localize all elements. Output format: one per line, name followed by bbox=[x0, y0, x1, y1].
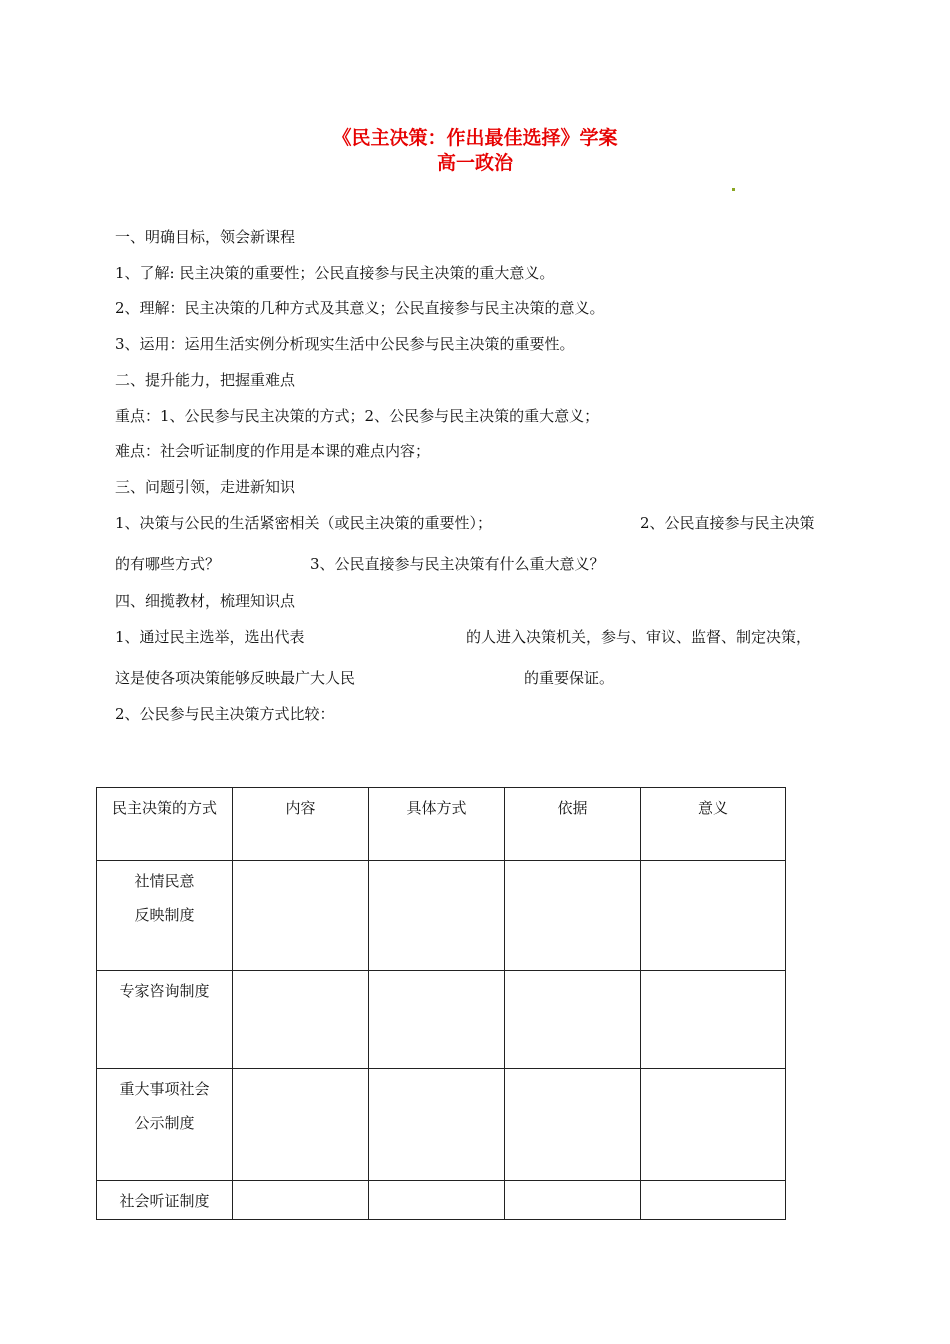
table-row bbox=[97, 861, 786, 971]
row-label-line: 公示制度 bbox=[134, 1114, 195, 1132]
table-cell[interactable] bbox=[233, 1069, 369, 1181]
row-label-line: 社会听证制度 bbox=[119, 1192, 210, 1210]
table-header-cell: 具体方式 bbox=[369, 788, 505, 861]
section-1-item-1: 1、了解: 民主决策的重要性；公民直接参与民主决策的重大意义。 bbox=[115, 264, 555, 282]
table-cell[interactable] bbox=[233, 861, 369, 971]
document-title: 《民主决策：作出最佳选择》学案 bbox=[332, 127, 618, 149]
table-row-label bbox=[97, 971, 233, 1069]
decorative-dot bbox=[732, 188, 735, 191]
section-2-heading: 二、提升能力，把握重难点 bbox=[115, 371, 296, 389]
table-cell[interactable] bbox=[505, 1181, 641, 1220]
section-4-item-1-continued: 的人进入决策机关，参与、审议、监督、制定决策， bbox=[466, 628, 812, 646]
table-row bbox=[97, 971, 786, 1069]
section-3-question-3: 3、公民直接参与民主决策有什么重大意义？ bbox=[310, 555, 605, 573]
table-cell[interactable] bbox=[233, 971, 369, 1069]
section-3-question-2-end: 的有哪些方式？ bbox=[115, 555, 221, 573]
table-cell[interactable] bbox=[641, 971, 786, 1069]
section-2-difficult-points: 难点：社会听证制度的作用是本课的难点内容； bbox=[115, 442, 431, 460]
section-4-item-1-start: 1、通过民主选举，选出代表 bbox=[115, 628, 305, 646]
section-1-item-3: 3、运用：运用生活实例分析现实生活中公民参与民主决策的重要性。 bbox=[115, 335, 575, 353]
section-4-item-1-line-2-end: 的重要保证。 bbox=[524, 669, 615, 687]
table-header-cell: 内容 bbox=[233, 788, 369, 861]
table-row-label bbox=[97, 1181, 233, 1220]
table-header-cell: 依据 bbox=[505, 788, 641, 861]
row-label-line: 社情民意 bbox=[134, 872, 195, 890]
table-row-label bbox=[97, 1069, 233, 1181]
section-2-key-points: 重点：1、公民参与民主决策的方式；2、公民参与民主决策的重大意义； bbox=[115, 407, 600, 425]
table-cell[interactable] bbox=[641, 861, 786, 971]
table-cell[interactable] bbox=[641, 1181, 786, 1220]
row-label-line: 专家咨询制度 bbox=[119, 982, 210, 1000]
row-label-line: 重大事项社会 bbox=[119, 1080, 210, 1098]
document-subtitle: 高一政治 bbox=[436, 152, 513, 174]
comparison-table bbox=[96, 787, 786, 1220]
table-cell[interactable] bbox=[369, 1181, 505, 1220]
section-4-item-1-line-2-start: 这是使各项决策能够反映最广大人民 bbox=[115, 669, 356, 687]
section-3-question-line-1 bbox=[115, 513, 492, 533]
row-label-line: 反映制度 bbox=[134, 906, 195, 924]
table-cell[interactable] bbox=[505, 1069, 641, 1181]
section-3-question-2-start: 2、公民直接参与民主决策 bbox=[640, 514, 815, 532]
table-cell[interactable] bbox=[505, 971, 641, 1069]
table-header-cell: 民主决策的方式 bbox=[97, 788, 233, 861]
table-header-cell: 意义 bbox=[641, 788, 786, 861]
section-1-heading: 一、明确目标，领会新课程 bbox=[115, 228, 296, 246]
section-1-item-2: 2、理解：民主决策的几种方式及其意义；公民直接参与民主决策的意义。 bbox=[115, 299, 605, 317]
table-cell[interactable] bbox=[505, 861, 641, 971]
table-header-row bbox=[97, 788, 786, 861]
table-cell[interactable] bbox=[369, 861, 505, 971]
table-cell[interactable] bbox=[233, 1181, 369, 1220]
section-3-question-1: 1、决策与公民的生活紧密相关（或民主决策的重要性）； bbox=[115, 514, 493, 532]
table-row-label bbox=[97, 861, 233, 971]
table-row bbox=[97, 1181, 786, 1220]
table-cell[interactable] bbox=[641, 1069, 786, 1181]
section-3-heading: 三、问题引领，走进新知识 bbox=[115, 478, 296, 496]
section-4-item-2: 2、公民参与民主决策方式比较： bbox=[115, 705, 335, 723]
table-cell[interactable] bbox=[369, 971, 505, 1069]
section-4-heading: 四、细揽教材，梳理知识点 bbox=[115, 592, 296, 610]
table-cell[interactable] bbox=[369, 1069, 505, 1181]
table-row bbox=[97, 1069, 786, 1181]
